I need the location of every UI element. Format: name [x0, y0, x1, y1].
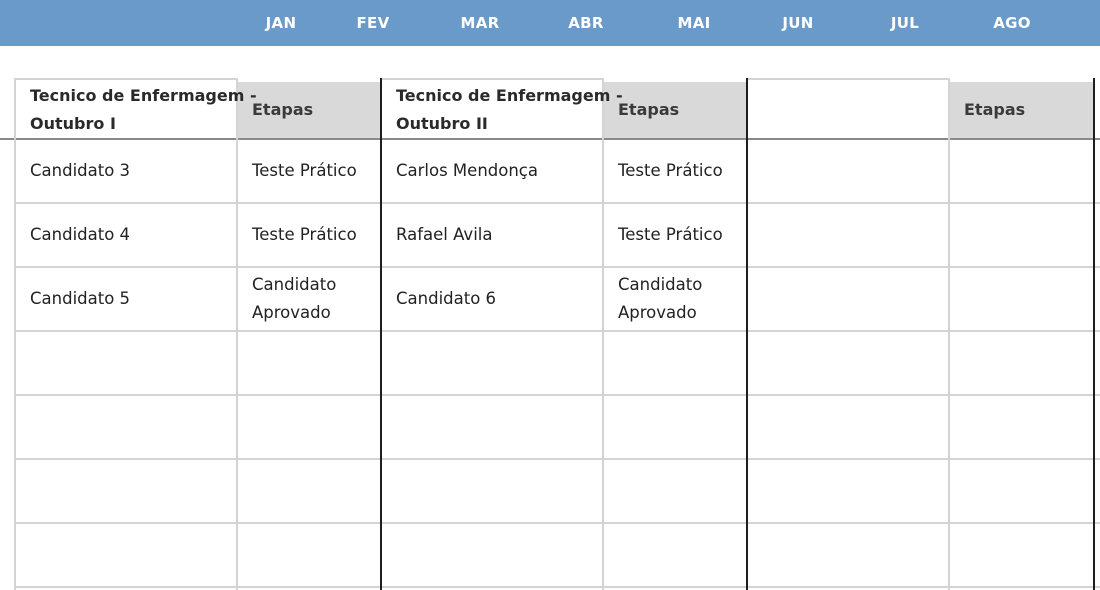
- group-divider: [746, 78, 748, 590]
- candidate-stage-cell-line1[interactable]: Candidato: [252, 275, 337, 294]
- row-line: [15, 202, 1100, 204]
- group-divider: [1093, 78, 1095, 590]
- row-line: [15, 394, 1100, 396]
- stage-column-header[interactable]: Etapas: [618, 100, 680, 119]
- month-tab-ago[interactable]: AGO: [993, 14, 1031, 32]
- month-tab-jun[interactable]: JUN: [782, 14, 814, 32]
- row-line: [15, 330, 1100, 332]
- group-divider: [380, 78, 382, 590]
- candidate-stage-cell[interactable]: Teste Prático: [252, 161, 357, 180]
- candidate-stage-cell-line1[interactable]: Candidato: [618, 275, 703, 294]
- candidate-stage-cell[interactable]: Teste Prático: [618, 161, 723, 180]
- candidate-name-cell[interactable]: Rafael Avila: [396, 225, 493, 244]
- candidate-name-cell[interactable]: Candidato 5: [30, 289, 131, 308]
- stage-column-header[interactable]: Etapas: [252, 100, 314, 119]
- row-line: [15, 586, 1100, 588]
- col-line: [602, 78, 604, 590]
- month-tab-mai[interactable]: MAI: [677, 14, 711, 32]
- month-tab-abr[interactable]: ABR: [568, 14, 604, 32]
- candidate-stage-cell-line2[interactable]: Aprovado: [618, 303, 697, 322]
- candidate-name-cell[interactable]: Carlos Mendonça: [396, 161, 538, 180]
- grid-line: [15, 78, 236, 80]
- candidate-stage-cell-line2[interactable]: Aprovado: [252, 303, 331, 322]
- candidate-stage-cell[interactable]: Teste Prático: [252, 225, 357, 244]
- month-header-bar: [0, 0, 1100, 46]
- month-tab-fev[interactable]: FEV: [356, 14, 390, 32]
- row-line: [15, 522, 1100, 524]
- row-line: [15, 458, 1100, 460]
- group-title-line2: Outubro II: [396, 114, 488, 133]
- stage-column-header[interactable]: Etapas: [964, 100, 1026, 119]
- candidate-name-cell[interactable]: Candidato 4: [30, 225, 131, 244]
- month-tab-mar[interactable]: MAR: [460, 14, 500, 32]
- group-title-line1: Tecnico de Enfermagem -: [30, 86, 257, 105]
- grid-line: [382, 78, 603, 80]
- month-tab-jan[interactable]: JAN: [265, 14, 297, 32]
- candidate-name-cell[interactable]: Candidato 6: [396, 289, 497, 308]
- grid-line: [748, 78, 948, 80]
- col-line: [948, 78, 950, 590]
- group-title-line2: Outubro I: [30, 114, 116, 133]
- candidate-name-cell[interactable]: Candidato 3: [30, 161, 131, 180]
- month-tab-jul[interactable]: JUL: [890, 14, 920, 32]
- col-line: [14, 78, 16, 590]
- header-divider: [0, 138, 1100, 140]
- row-line: [15, 266, 1100, 268]
- group-title-line1: Tecnico de Enfermagem -: [396, 86, 623, 105]
- candidate-stage-cell[interactable]: Teste Prático: [618, 225, 723, 244]
- col-line: [236, 78, 238, 590]
